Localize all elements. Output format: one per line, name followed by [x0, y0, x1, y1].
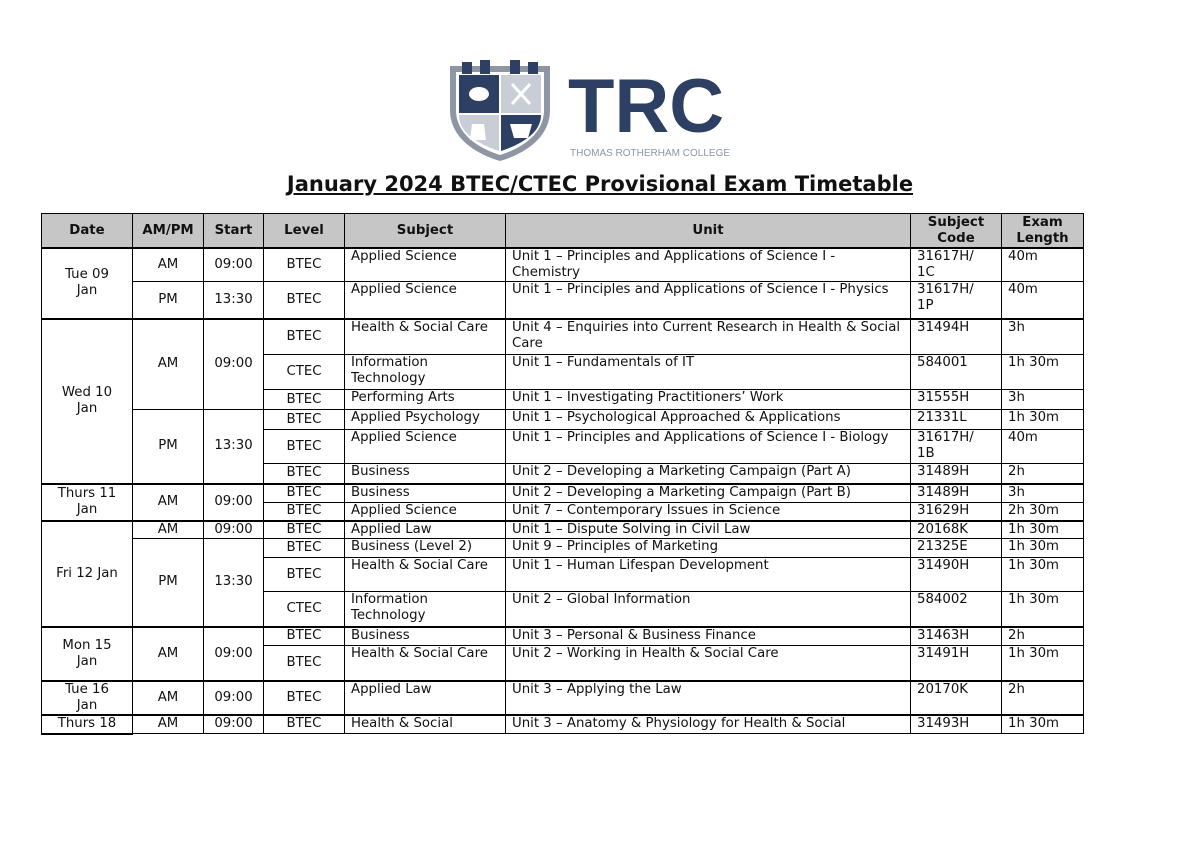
header-subject-code	[911, 214, 1002, 249]
exam-length-cell: 3h	[1002, 484, 1084, 503]
header-level: Level	[264, 214, 345, 249]
date-cell	[42, 248, 133, 319]
subject-code-cell: 31494H	[911, 319, 1002, 355]
level-cell: BTEC	[264, 319, 345, 355]
exam-timetable	[41, 213, 1084, 735]
exam-length-cell: 2h 30m	[1002, 503, 1084, 521]
logo-tagline: THOMAS ROTHERHAM COLLEGE	[570, 148, 731, 159]
ampm-cell: PM	[133, 282, 204, 319]
subject-cell: Information Technology	[345, 355, 506, 390]
level-cell: BTEC	[264, 558, 345, 592]
header-length-line2: Length	[1016, 230, 1069, 246]
subject-code-cell: 21331L	[911, 410, 1002, 430]
ampm-cell: AM	[133, 681, 204, 715]
subject-cell: Applied Science	[345, 248, 506, 282]
date-cell	[42, 319, 133, 484]
subject-code-cell: 20168K	[911, 521, 1002, 539]
exam-length-cell: 3h	[1002, 390, 1084, 410]
start-cell: 13:30	[204, 410, 264, 484]
unit-cell: Unit 3 – Applying the Law	[506, 681, 911, 715]
date-line1: Tue 09	[65, 267, 109, 283]
level-cell: BTEC	[264, 715, 345, 734]
logo-wordmark: TRC	[568, 64, 725, 149]
header-unit: Unit	[506, 214, 911, 249]
table-row	[42, 521, 1084, 539]
exam-length-cell: 40m	[1002, 248, 1084, 282]
header-exam-length	[1002, 214, 1084, 249]
ampm-cell: PM	[133, 410, 204, 484]
subject-cell: Business (Level 2)	[345, 539, 506, 558]
subject-code-cell: 31555H	[911, 390, 1002, 410]
subject-cell: Applied Science	[345, 282, 506, 319]
exam-length-cell: 40m	[1002, 282, 1084, 319]
exam-length-cell: 1h 30m	[1002, 646, 1084, 681]
subject-code-cell: 31493H	[911, 715, 1002, 734]
level-cell: BTEC	[264, 539, 345, 558]
unit-cell: Unit 3 – Anatomy & Physiology for Health & Social	[506, 715, 911, 734]
exam-length-cell: 1h 30m	[1002, 715, 1084, 734]
code-line2: 1B	[917, 446, 935, 461]
unit-cell: Unit 2 – Global Information	[506, 592, 911, 627]
unit-cell: Unit 1 – Fundamentals of IT	[506, 355, 911, 390]
unit-cell: Unit 2 – Developing a Marketing Campaign (Part B)	[506, 484, 911, 503]
subject-code-cell: 31629H	[911, 503, 1002, 521]
unit-cell: Unit 2 – Developing a Marketing Campaign (Part A)	[506, 464, 911, 484]
exam-length-cell: 1h 30m	[1002, 521, 1084, 539]
unit-cell: Unit 9 – Principles of Marketing	[506, 539, 911, 558]
start-cell: 09:00	[204, 484, 264, 521]
unit-cell: Unit 1 – Principles and Applications of Science I - Chemistry	[506, 248, 911, 282]
subject-cell: Health & Social	[345, 715, 506, 734]
ampm-cell: AM	[133, 715, 204, 734]
start-cell: 09:00	[204, 319, 264, 410]
date-line1: Thurs 11	[57, 486, 117, 501]
table-row	[42, 484, 1084, 503]
header-code-line2: Code	[937, 230, 975, 246]
unit-cell: Unit 2 – Working in Health & Social Care	[506, 646, 911, 681]
subject-cell: Business	[345, 627, 506, 646]
ampm-cell: AM	[133, 521, 204, 539]
table-row	[42, 681, 1084, 715]
exam-length-cell: 1h 30m	[1002, 355, 1084, 390]
header-row	[42, 214, 1084, 249]
subject-cell: Performing Arts	[345, 390, 506, 410]
level-cell: BTEC	[264, 464, 345, 484]
subject-code-cell	[911, 430, 1002, 464]
college-crest-icon	[450, 60, 550, 161]
level-cell: BTEC	[264, 282, 345, 319]
date-line1: Thurs 18	[57, 716, 117, 731]
start-cell: 13:30	[204, 539, 264, 627]
trc-logo	[446, 58, 756, 162]
code-line2: 1C	[917, 265, 935, 280]
start-cell: 13:30	[204, 282, 264, 319]
subject-cell: Applied Psychology	[345, 410, 506, 430]
subject-code-cell: 31463H	[911, 627, 1002, 646]
date-line2: Jan	[76, 401, 98, 416]
exam-length-cell: 3h	[1002, 319, 1084, 355]
header-start: Start	[204, 214, 264, 249]
subject-code-cell: 21325E	[911, 539, 1002, 558]
subject-code-cell: 31490H	[911, 558, 1002, 592]
exam-length-cell: 40m	[1002, 430, 1084, 464]
table-row	[42, 539, 1084, 558]
subject-code-cell: 31491H	[911, 646, 1002, 681]
start-cell: 09:00	[204, 521, 264, 539]
page-title: January 2024 BTEC/CTEC Provisional Exam Timetable	[286, 172, 914, 196]
timetable-body	[42, 248, 1084, 734]
subject-cell: Applied Science	[345, 430, 506, 464]
exam-length-cell: 1h 30m	[1002, 558, 1084, 592]
exam-length-cell: 2h	[1002, 681, 1084, 715]
unit-cell: Unit 4 – Enquiries into Current Research in Health & Social Care	[506, 319, 911, 355]
subject-cell: Business	[345, 464, 506, 484]
header-date: Date	[42, 214, 133, 249]
exam-length-cell: 1h 30m	[1002, 410, 1084, 430]
header-code-line1: Subject	[927, 214, 985, 230]
date-line2: Jan	[76, 697, 98, 713]
level-cell: BTEC	[264, 646, 345, 681]
table-row	[42, 319, 1084, 355]
subject-code-cell: 20170K	[911, 681, 1002, 715]
start-cell: 09:00	[204, 248, 264, 282]
code-line1: 31617H/	[917, 249, 974, 264]
date-line2: Jan	[76, 502, 98, 517]
date-line1: Fri 12 Jan	[56, 565, 118, 581]
level-cell: CTEC	[264, 355, 345, 390]
subject-code-cell: 31489H	[911, 484, 1002, 503]
unit-cell: Unit 1 – Dispute Solving in Civil Law	[506, 521, 911, 539]
level-cell: BTEC	[264, 430, 345, 464]
unit-cell: Unit 1 – Human Lifespan Development	[506, 558, 911, 592]
date-line1: Mon 15	[62, 637, 112, 653]
subject-code-cell: 584002	[911, 592, 1002, 627]
date-cell	[42, 715, 133, 734]
subject-code-cell: 31489H	[911, 464, 1002, 484]
subject-code-cell: 584001	[911, 355, 1002, 390]
start-cell: 09:00	[204, 627, 264, 681]
header-length-line1: Exam	[1022, 214, 1063, 230]
table-row	[42, 627, 1084, 646]
date-cell	[42, 484, 133, 521]
level-cell: BTEC	[264, 521, 345, 539]
subject-cell: Applied Law	[345, 521, 506, 539]
unit-cell: Unit 3 – Personal & Business Finance	[506, 627, 911, 646]
unit-cell: Unit 1 – Principles and Applications of Science I - Biology	[506, 430, 911, 464]
subject-cell: Applied Science	[345, 503, 506, 521]
exam-length-cell: 2h	[1002, 627, 1084, 646]
code-line2: 1P	[917, 298, 934, 313]
date-line2: Jan	[76, 653, 98, 669]
table-row	[42, 715, 1084, 734]
unit-cell: Unit 1 – Psychological Approached & Applications	[506, 410, 911, 430]
ampm-cell: AM	[133, 484, 204, 521]
date-line1: Wed 10	[61, 385, 113, 400]
subject-code-cell	[911, 248, 1002, 282]
exam-length-cell: 1h 30m	[1002, 592, 1084, 627]
subject-cell: Information Technology	[345, 592, 506, 627]
date-cell	[42, 681, 133, 715]
start-cell: 09:00	[204, 681, 264, 715]
level-cell: BTEC	[264, 248, 345, 282]
exam-length-cell: 2h	[1002, 464, 1084, 484]
table-row	[42, 410, 1084, 430]
code-line1: 31617H/	[917, 282, 974, 297]
ampm-cell: AM	[133, 319, 204, 410]
date-line2: Jan	[76, 283, 98, 299]
header-ampm: AM/PM	[133, 214, 204, 249]
subject-cell: Business	[345, 484, 506, 503]
level-cell: BTEC	[264, 410, 345, 430]
subject-cell: Health & Social Care	[345, 558, 506, 592]
date-cell	[42, 627, 133, 681]
level-cell: BTEC	[264, 390, 345, 410]
level-cell: BTEC	[264, 503, 345, 521]
table-row	[42, 282, 1084, 319]
unit-cell: Unit 1 – Principles and Applications of Science I - Physics	[506, 282, 911, 319]
unit-cell: Unit 1 – Investigating Practitioners’ Work	[506, 390, 911, 410]
ampm-cell: PM	[133, 539, 204, 627]
exam-length-cell: 1h 30m	[1002, 539, 1084, 558]
ampm-cell: AM	[133, 248, 204, 282]
level-cell: BTEC	[264, 627, 345, 646]
start-cell: 09:00	[204, 715, 264, 734]
ampm-cell: AM	[133, 627, 204, 681]
unit-cell: Unit 7 – Contemporary Issues in Science	[506, 503, 911, 521]
subject-code-cell	[911, 282, 1002, 319]
subject-cell: Health & Social Care	[345, 646, 506, 681]
date-line1: Tue 16	[65, 681, 109, 697]
level-cell: CTEC	[264, 592, 345, 627]
level-cell: BTEC	[264, 484, 345, 503]
level-cell: BTEC	[264, 681, 345, 715]
table-row	[42, 248, 1084, 282]
date-cell	[42, 521, 133, 627]
header-subject: Subject	[345, 214, 506, 249]
subject-cell: Health & Social Care	[345, 319, 506, 355]
code-line1: 31617H/	[917, 430, 974, 445]
subject-cell: Applied Law	[345, 681, 506, 715]
